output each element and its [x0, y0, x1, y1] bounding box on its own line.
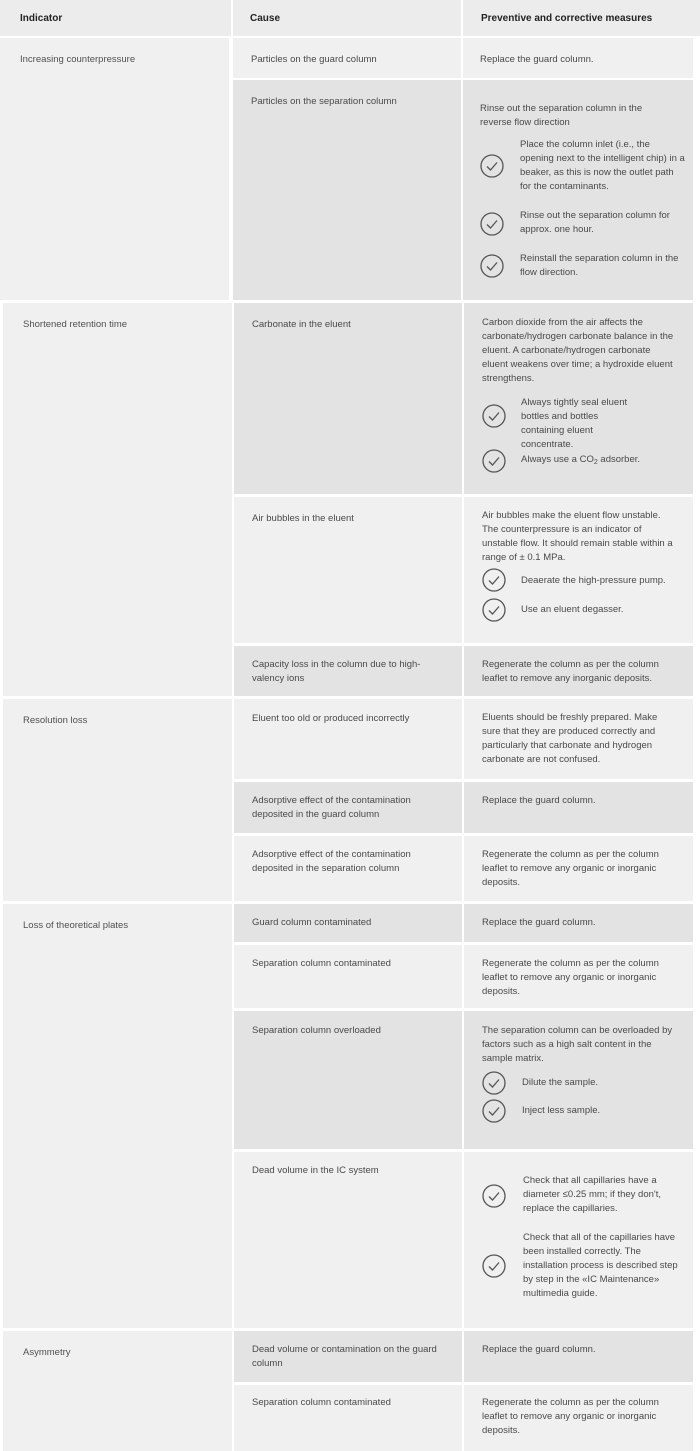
- step-text: [521, 453, 681, 467]
- measure-text: Regenerate the column as per the column leaflet to remove any organic or inorganic deposits.: [482, 958, 659, 997]
- cause-cell: [233, 38, 461, 78]
- check-circle-icon: [482, 449, 506, 473]
- cause-cell: [234, 782, 462, 833]
- check-circle-icon: [482, 598, 506, 622]
- indicator-text: Asymmetry: [23, 1347, 71, 1358]
- step-text: Deaerate the high-pressure pump.: [521, 575, 666, 586]
- cause-cell: [234, 1385, 462, 1451]
- measure-text: Regenerate the column as per the column leaflet to remove any organic or inorganic deposits.: [482, 849, 659, 888]
- measure-text: Replace the guard column.: [482, 1344, 596, 1355]
- cause-cell: [234, 836, 462, 901]
- indicator-text: Loss of theoretical plates: [23, 920, 129, 931]
- cause-text: Separation column contaminated: [252, 958, 391, 969]
- indicator-text: Increasing counterpressure: [20, 54, 136, 65]
- indicator-cell: [3, 303, 232, 696]
- cause-text: Separation column overloaded: [252, 1025, 381, 1036]
- cause-cell: [234, 904, 462, 942]
- cause-cell: [234, 1331, 462, 1382]
- step-text: Use an eluent degasser.: [521, 604, 624, 615]
- cause-text: Capacity loss in the column due to high-valency ions: [252, 659, 421, 684]
- cause-text: Particles on the guard column: [251, 54, 377, 65]
- check-circle-icon: [482, 1254, 506, 1278]
- indicator-text: Resolution loss: [23, 715, 88, 726]
- measure-text: The separation column can be overloaded by factors such as a high salt content in the sample matrix.: [482, 1025, 673, 1064]
- measure-text: Replace the guard column.: [482, 917, 596, 928]
- cause-text: Guard column contaminated: [252, 917, 372, 928]
- measure-text: Regenerate the column as per the column leaflet to remove any organic or inorganic deposits.: [482, 1397, 659, 1436]
- cause-text: Particles on the separation column: [251, 96, 397, 107]
- cause-cell: [234, 497, 462, 643]
- header-divider: [461, 0, 463, 36]
- step-text-part: adsorber.: [597, 454, 641, 465]
- measure-text: Air bubbles make the eluent flow unstable. The counterpressure is an indicator of unstable flow. It should remain stable within a range of ± 0.1 MPa.: [482, 510, 673, 563]
- step-text: Always tightly seal eluent bottles and bottles containing eluent concentrate.: [521, 397, 628, 450]
- cause-cell: [234, 303, 462, 494]
- indicator-cell: [3, 1331, 232, 1451]
- check-circle-icon: [482, 1184, 506, 1208]
- header-divider: [231, 0, 233, 36]
- cause-text: Dead volume in the IC system: [252, 1165, 379, 1176]
- subscript: 2: [593, 459, 598, 466]
- header-indicator: Indicator: [20, 13, 63, 24]
- cause-text: Separation column contaminated: [252, 1397, 391, 1408]
- step-text-part: Always use a CO: [521, 454, 594, 465]
- header-cause: Cause: [250, 13, 281, 24]
- check-circle-icon: [480, 154, 504, 178]
- cause-text: Adsorptive effect of the contamination deposited in the guard column: [252, 795, 411, 820]
- measure-text: Carbon dioxide from the air affects the carbonate/hydrogen carbonate balance in the eluent. A carbonate/hydrogen carbonate eluent weakens over time; a hydroxide eluent strengthens.: [482, 317, 674, 384]
- cause-cell: [234, 1152, 462, 1328]
- step-text: Check that all capillaries have a diameter ≤0.25 mm; if they don't, replace the capillaries.: [523, 1175, 661, 1214]
- indicator-cell: [3, 904, 232, 1328]
- cause-text: Adsorptive effect of the contamination deposited in the separation column: [252, 849, 411, 874]
- indicator-cell: [0, 38, 229, 300]
- step-text: Rinse out the separation column for approx. one hour.: [520, 210, 670, 235]
- cause-cell: [234, 1011, 462, 1149]
- measure-text: Replace the guard column.: [482, 795, 596, 806]
- cause-cell: [234, 646, 462, 696]
- step-text: Inject less sample.: [522, 1105, 601, 1116]
- measure-text: Eluents should be freshly prepared. Make sure that they are produced correctly and particularly that carbonate and hydrogen carbonate are not confused.: [482, 712, 658, 765]
- cause-text: Carbonate in the eluent: [252, 319, 351, 330]
- check-circle-icon: [480, 212, 504, 236]
- measure-text: Replace the guard column.: [480, 54, 594, 65]
- step-text: Place the column inlet (i.e., the opening next to the intelligent chip) in a beaker, as this is now the outlet path for the contaminants.: [520, 139, 685, 192]
- check-circle-icon: [480, 254, 504, 278]
- cause-text: Air bubbles in the eluent: [252, 513, 354, 524]
- indicator-cell: [3, 699, 232, 901]
- measure-text: Rinse out the separation column in the reverse flow direction: [480, 103, 643, 128]
- check-circle-icon: [482, 568, 506, 592]
- step-text: Reinstall the separation column in the flow direction.: [520, 253, 679, 278]
- measure-text: Regenerate the column as per the column leaflet to remove any inorganic deposits.: [482, 659, 659, 684]
- check-circle-icon: [482, 404, 506, 428]
- header-measures: Preventive and corrective measures: [481, 13, 653, 24]
- cause-cell: [234, 945, 462, 1008]
- cause-cell: [234, 699, 462, 779]
- step-text: Check that all of the capillaries have been installed correctly. The installation process is described step by step in the «IC Maintenance» multimedia guide.: [523, 1232, 678, 1299]
- indicator-text: Shortened retention time: [23, 319, 128, 330]
- step-text: Dilute the sample.: [522, 1077, 599, 1088]
- cause-text: Eluent too old or produced incorrectly: [252, 713, 410, 724]
- check-circle-icon: [482, 1071, 506, 1095]
- check-circle-icon: [482, 1099, 506, 1123]
- cause-cell: [233, 80, 461, 300]
- cause-text: Dead volume or contamination on the guard column: [252, 1344, 437, 1369]
- table-header: [0, 0, 700, 36]
